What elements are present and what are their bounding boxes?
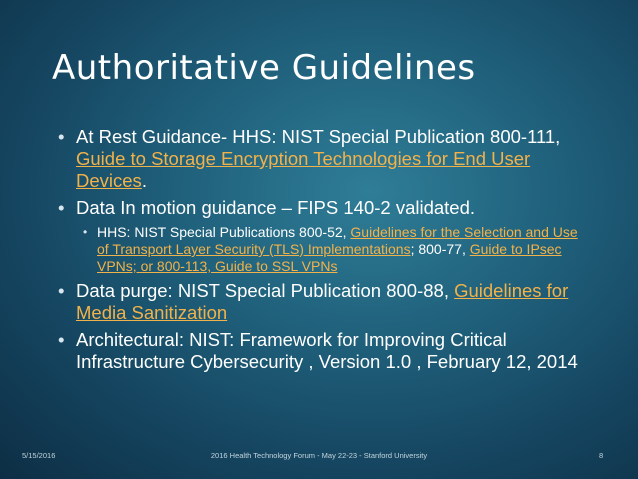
footer-event: 2016 Health Technology Forum - May 22-23 - Stanford University [210, 451, 428, 460]
subbullet-hhs-tls [83, 224, 578, 275]
link-ipsec-ssl-vpns[interactable]: Guide to IPsec VPNs; or 800-113, Guide to SSL VPNs [97, 241, 562, 274]
subbullet-text-mid: ; 800-77, [410, 241, 470, 257]
slide-title: Authoritative Guidelines [52, 48, 476, 88]
bullet-text: Data In motion guidance – FIPS 140-2 validated. [76, 197, 476, 218]
link-storage-encryption[interactable]: Guide to Storage Encryption Technologies for End User Devices [76, 148, 531, 191]
bullet-text-end: . [141, 170, 147, 191]
bullet-in-motion [58, 197, 578, 219]
bullet-data-purge [58, 280, 578, 324]
bullet-text: At Rest Guidance- HHS: NIST Special Publication 800-111, [76, 126, 561, 147]
bullet-marker: • [58, 126, 65, 147]
bullet-at-rest [58, 126, 578, 192]
link-media-sanitization[interactable]: Guidelines for Media Sanitization [76, 280, 569, 323]
subbullet-marker: • [83, 225, 88, 239]
bullet-list [58, 126, 578, 378]
bullet-text: Architectural: NIST: Framework for Improving Critical Infrastructure Cybersecurity , Version 1.0 , February 12, 2014 [76, 329, 578, 372]
bullet-text: Data purge: NIST Special Publication 800-88, [76, 280, 455, 301]
footer-date: 5/15/2016 [22, 451, 56, 460]
footer-page-number: 8 [599, 451, 604, 460]
bullet-marker: • [58, 280, 65, 301]
link-tls-guidelines[interactable]: Guidelines for the Selection and Use of Transport Layer Security (TLS) Implementations [97, 224, 578, 257]
bullet-architectural [58, 329, 578, 373]
bullet-marker: • [58, 197, 65, 218]
bullet-marker: • [58, 329, 65, 350]
subbullet-text: HHS: NIST Special Publications 800-52, [97, 224, 351, 240]
